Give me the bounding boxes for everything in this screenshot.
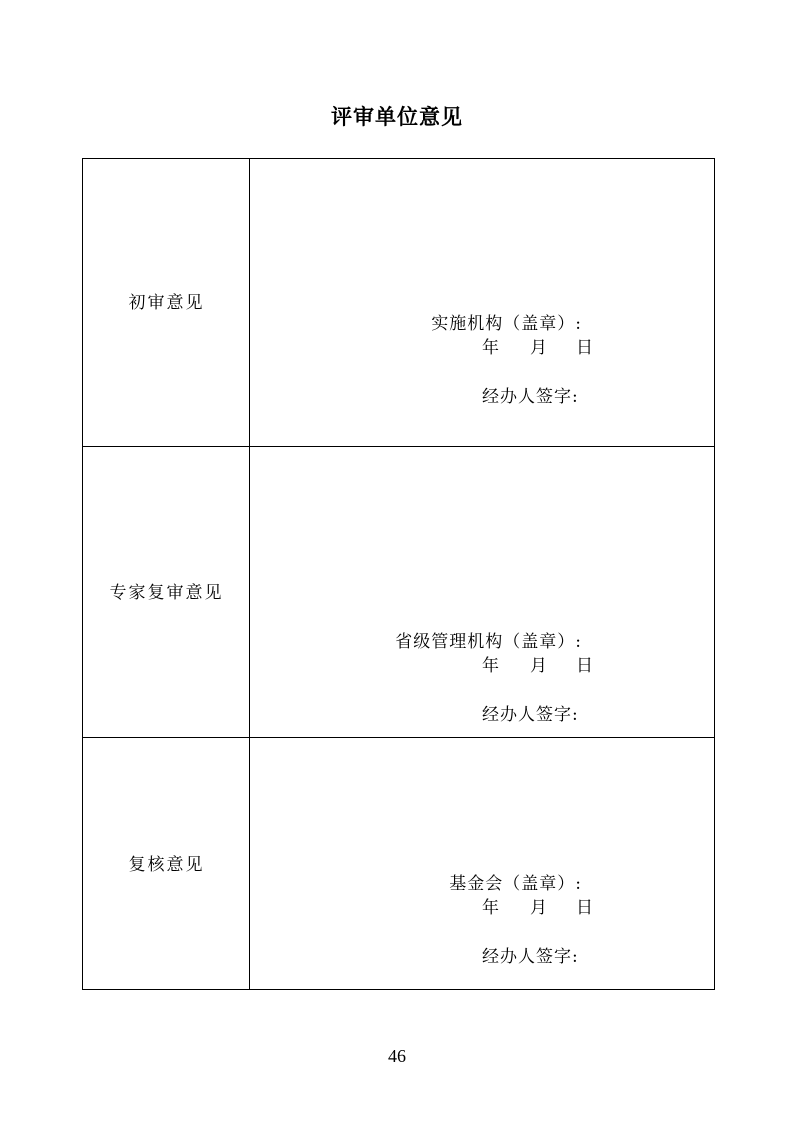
date-month-label: 月 [530, 338, 547, 358]
review-opinion-table [82, 158, 715, 990]
seal-line: 省级管理机构（盖章）: [395, 632, 582, 652]
signature-line: 经办人签字: [482, 387, 579, 407]
signature-line: 经办人签字: [482, 705, 579, 725]
table-row [83, 447, 715, 738]
section-label-expert-review: 专家复审意见 [109, 583, 224, 603]
seal-line: 实施机构（盖章）: [431, 314, 582, 334]
page-number: 46 [388, 1046, 406, 1066]
table-row [83, 159, 715, 447]
label-cell [83, 159, 250, 447]
date-day-label: 日 [576, 656, 593, 676]
label-cell [83, 738, 250, 990]
page-title: 评审单位意见 [331, 105, 463, 129]
opinion-cell[interactable] [250, 738, 715, 990]
table-row [83, 738, 715, 990]
date-year-label: 年 [482, 898, 499, 918]
date-day-label: 日 [576, 898, 593, 918]
seal-line: 基金会（盖章）: [449, 874, 582, 894]
label-cell [83, 447, 250, 738]
date-month-label: 月 [530, 656, 547, 676]
section-label-initial-review: 初审意见 [128, 293, 205, 313]
opinion-cell[interactable] [250, 159, 715, 447]
opinion-cell[interactable] [250, 447, 715, 738]
section-label-final-review: 复核意见 [128, 855, 205, 875]
date-year-label: 年 [482, 338, 499, 358]
signature-line: 经办人签字: [482, 947, 579, 967]
date-month-label: 月 [530, 898, 547, 918]
date-year-label: 年 [482, 656, 499, 676]
date-day-label: 日 [576, 338, 593, 358]
